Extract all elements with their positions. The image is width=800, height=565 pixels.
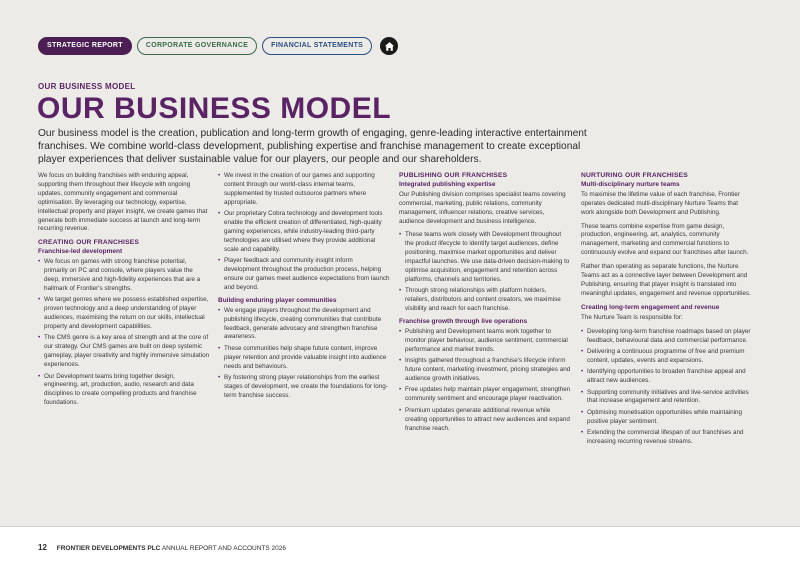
column-nurturing [581, 172, 753, 451]
subsection-heading: Creating long-term engagement and revenue [581, 303, 720, 311]
list-item: • Player feedback and community insight inform development throughout the production process, helping ensure our games meet audience expectations from launch and beyond. [218, 257, 390, 293]
list-item: • Identifying opportunities to broaden franchise appeal and attract new audiences. [581, 368, 753, 386]
company-name: FRONTIER DEVELOPMENTS PLC [56, 545, 161, 552]
subsection-heading: Franchise-led development [38, 248, 123, 256]
bullet-list [399, 231, 571, 314]
section-heading: PUBLISHING OUR FRANCHISES [399, 172, 508, 179]
subsection-heading: Integrated publishing expertise [399, 180, 496, 188]
list-item: • We invest in the creation of our games and supporting content through our world-class internal teams, supplemented by trusted outsource partners where appropriate. [218, 172, 390, 208]
paragraph: To maximise the lifetime value of each franchise, Frontier operates dedicated multi-disciplinary Nurture Teams that work alongside both Development and Publishing. [581, 190, 740, 216]
list-item: • Optimising monetisation opportunities while maintaining positive player sentiment. [581, 409, 753, 427]
list-item: • We engage players throughout the development and publishing lifecycle, creating communities that contribute feedback, generate advocacy and strengthen franchise awareness. [218, 307, 390, 343]
bullet-list [399, 328, 571, 433]
section-heading: NURTURING OUR FRANCHISES [581, 172, 688, 179]
page-title: OUR BUSINESS MODEL [37, 92, 392, 125]
list-item: • Premium updates generate additional revenue while creating opportunities to attract new audiences and expand franchise reach. [399, 407, 571, 434]
list-item: • Delivering a continuous programme of free and premium content, updates, events and expansions. [581, 348, 753, 366]
column-creating [38, 172, 210, 412]
report-name: ANNUAL REPORT AND ACCOUNTS 2026 [161, 545, 286, 552]
paragraph: The Nurture Team is responsible for: [581, 313, 683, 321]
list-item: • Our proprietary Cobra technology and development tools enable the efficient creation of differentiated, high-quality gaming experiences, while industry-leading third-party technologies are utilised where they provide additional scale and capability. [218, 210, 390, 255]
list-item: • Our Development teams bring together design, engineering, art, production, audio, research and data disciplines to create compelling products and franchise foundations. [38, 373, 210, 409]
strategic-report-tab[interactable]: STRATEGIC REPORT [38, 37, 132, 55]
list-item: • Insights gathered throughout a franchise's lifecycle inform future content, marketing investment, pricing strategies and audience growth initiatives. [399, 357, 571, 384]
subsection-heading: Multi-disciplinary nurture teams [581, 180, 680, 188]
list-item: • These teams work closely with Development throughout the product lifecycle to identify target audiences, define positioning, maximise market opportunities and deliver impactful launches. We use data-driven decision-making to optimise acquisition, engagement and retention across platforms, channels and territories. [399, 231, 571, 284]
column-publishing [399, 172, 571, 437]
bullet-list [38, 258, 210, 408]
corporate-governance-tab[interactable]: CORPORATE GOVERNANCE [137, 37, 257, 55]
column-intro: Our Publishing division comprises specialist teams covering commercial, marketing, public relations, community management, influencer relations, creative services, audience development and business intelligence. [399, 190, 566, 225]
bullet-list [581, 328, 753, 447]
paragraph: Rather than operating as separate functions, the Nurture Teams act as a connective layer between Development and Publishing, ensuring that player insight is translated into meaningful updates, engagement and revenue opportunities. [581, 263, 751, 297]
list-item: • These communities help shape future content, improve player retention and provide valuable insight into audience needs and behaviours. [218, 345, 390, 372]
list-item: • Supporting community initiatives and live-service activities that increase engagement and retention. [581, 389, 753, 407]
home-button[interactable] [380, 37, 398, 55]
bullet-list [218, 307, 390, 401]
list-item: • We target genres where we possess established expertise, proven technology and a deep understanding of player audiences, maximising the return on our skills, intellectual property and development capabilities. [38, 296, 210, 332]
list-item: • We focus on games with strong franchise potential, primarily on PC and console, where players value the deep, immersive and high-fidelity experiences that are a hallmark of Frontier's strengths. [38, 258, 210, 294]
subsection-heading: Franchise growth through live operations [399, 318, 528, 326]
column-intro: We focus on building franchises with enduring appeal, supporting them throughout their lifecycle with ongoing updates, community engagement and commercial optimisation. By leveraging our technology, expertise, intellectual property and player insight, we create games that generate both immediate success at launch and long-term recurring revenue. [38, 172, 208, 233]
home-icon [384, 41, 395, 52]
list-item: • Through strong relationships with platform holders, retailers, distributors and content creators, we maximise visibility and reach for each franchise. [399, 287, 571, 314]
subsection-heading: Building enduring player communities [218, 296, 337, 304]
bullet-list [218, 172, 390, 293]
list-item: • The CMS genre is a key area of strength and at the core of our strategy. Our CMS games are built on deep systemic gameplay, player creativity and highly immersive simulation experiences. [38, 334, 210, 370]
section-nav [38, 37, 398, 55]
section-heading: CREATING OUR FRANCHISES [38, 239, 140, 247]
list-item: • Publishing and Development teams work together to monitor player behaviour, audience sentiment, commercial performance and market trends. [399, 328, 571, 355]
paragraph: These teams combine expertise from game design, production, engineering, art, analytics, community management, marketing and commercial functions to continuously evolve and expand our franchises after launch. [581, 222, 749, 257]
column-creating-continued [218, 172, 390, 405]
list-item: • By fostering strong player relationships from the earliest stages of development, we create the foundations for long-term franchise success. [218, 374, 390, 401]
footer-text [38, 543, 286, 552]
intro-paragraph: Our business model is the creation, publication and long-term growth of engaging, genre-leading interactive entertainment franchises. We combine world-class development, publishing expertise and franchise management to create exceptional player experiences that deliver sustainable value for our players, our people and our shareholders. [38, 128, 587, 166]
list-item: • Developing long-term franchise roadmaps based on player feedback, behavioural data and commercial performance. [581, 328, 753, 346]
list-item: • Free updates help maintain player engagement, strengthen community sentiment and encourage player reactivation. [399, 386, 571, 404]
page-number: 12 [38, 543, 47, 552]
section-eyebrow: OUR BUSINESS MODEL [38, 82, 136, 91]
list-item: • Extending the commercial lifespan of our franchises and increasing recurring revenue streams. [581, 429, 753, 447]
financial-statements-tab[interactable]: FINANCIAL STATEMENTS [262, 37, 372, 55]
